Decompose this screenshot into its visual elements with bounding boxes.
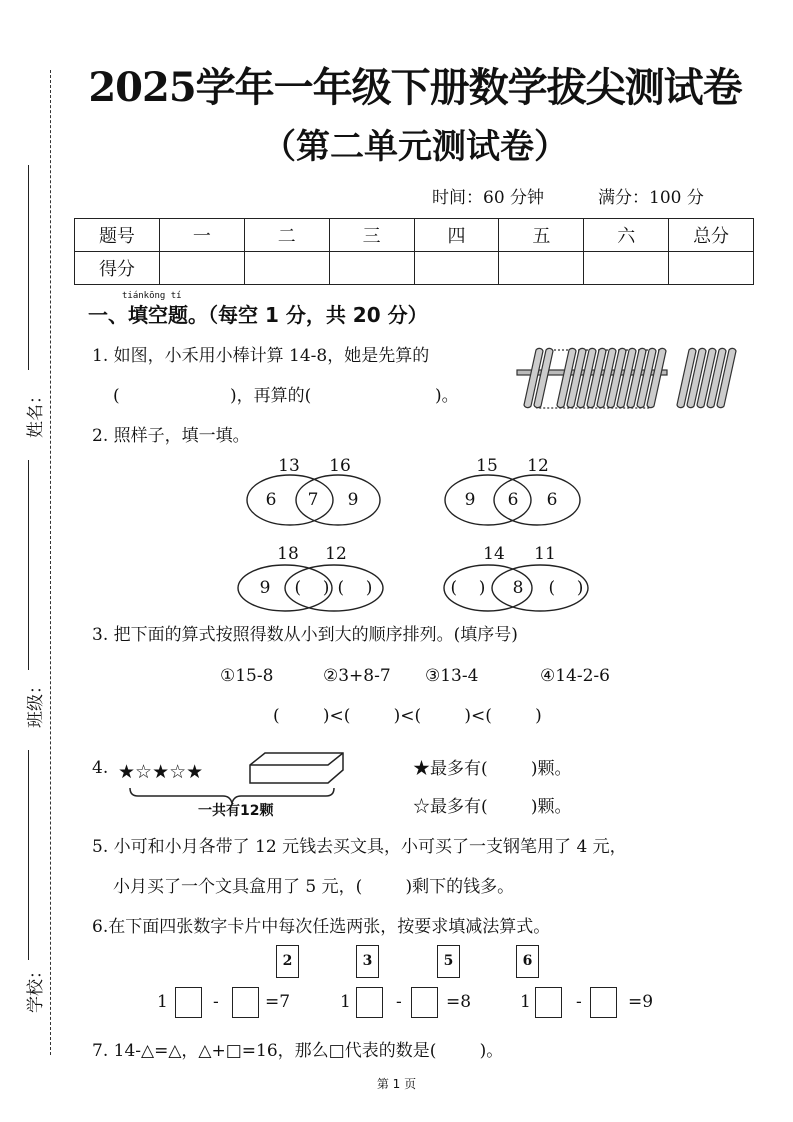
answer-box[interactable] (175, 987, 202, 1018)
q2-text: 2. 照样子，填一填。 (92, 426, 250, 446)
q3-text: 3. 把下面的算式按照得数从小到大的顺序排列。(填序号) (92, 625, 518, 645)
q3-option: ②3+8-7 (323, 666, 391, 686)
venn-left-value[interactable]: ( ) (450, 578, 486, 598)
q1-blank-close: )。 (435, 386, 459, 406)
venn-top-label: 12 (527, 456, 549, 476)
venn-top-label: 13 (278, 456, 300, 476)
q1-text: 1. 如图，小禾用小棒计算 14-8，她是先算的 (92, 346, 430, 366)
venn-top-label: 14 (483, 544, 505, 564)
venn-middle-value: 6 (507, 490, 519, 510)
answer-box[interactable] (232, 987, 259, 1018)
score-cell[interactable] (329, 252, 414, 285)
equation-result: =9 (628, 992, 654, 1012)
equation-result: =8 (446, 992, 472, 1012)
pinyin: tiánkōng tí (122, 291, 182, 301)
q3-option: ④14-2-6 (540, 666, 610, 686)
q4-line1: ★最多有( )颗。 (413, 759, 572, 779)
row-label: 得分 (75, 252, 160, 285)
venn-right-value: 9 (347, 490, 359, 510)
score-cell[interactable] (414, 252, 499, 285)
q4-stars: ★☆★☆★ (118, 761, 204, 783)
answer-box[interactable] (535, 987, 562, 1018)
q3-option: ③13-4 (425, 666, 479, 686)
q1-blank-mid: )，再算的( (230, 386, 312, 406)
section-heading: 一、填空题。（每空 1 分，共 20 分） (88, 303, 428, 327)
answer-box[interactable] (356, 987, 383, 1018)
equation-result: =7 (265, 992, 291, 1012)
venn-top-label: 15 (476, 456, 498, 476)
venn-right-value[interactable]: ( ) (548, 578, 584, 598)
q4-number: 4. (92, 758, 109, 778)
venn-top-label: 11 (534, 544, 556, 564)
q4-line2: ☆最多有( )颗。 (413, 797, 572, 817)
equation-prefix: 1 (340, 992, 351, 1012)
answer-box[interactable] (590, 987, 617, 1018)
venn-middle-value: 8 (512, 578, 524, 598)
q5-line1: 5. 小可和小月各带了 12 元钱去买文具，小可买了一支钢笔用了 4 元， (92, 837, 627, 857)
box-and-brace-image (125, 750, 350, 805)
answer-box[interactable] (411, 987, 438, 1018)
venn-middle-value: 7 (307, 490, 319, 510)
number-card: 3 (356, 945, 379, 978)
class-line (28, 460, 29, 670)
table-header-cell: 四 (414, 219, 499, 252)
table-header-cell: 五 (499, 219, 584, 252)
score-table (74, 218, 754, 285)
venn-middle-value[interactable]: ( ) (294, 578, 330, 598)
full-score: 满分：100 分 (598, 188, 704, 208)
q1-blank-1-open: ( (113, 386, 120, 406)
page-number: 第 1 页 (376, 1077, 417, 1091)
name-label: 姓名： (26, 387, 46, 438)
table-header-cell: 三 (329, 219, 414, 252)
table-row (75, 252, 754, 285)
venn-left-value: 9 (259, 578, 271, 598)
page-title: 2025学年一年级下册数学拔尖测试卷 (88, 64, 742, 111)
table-header-cell: 一 (159, 219, 244, 252)
venn-right-value: 6 (546, 490, 558, 510)
score-cell[interactable] (669, 252, 754, 285)
sticks-image (512, 342, 742, 412)
venn-top-label: 12 (325, 544, 347, 564)
number-card: 5 (437, 945, 460, 978)
equation-prefix: 1 (520, 992, 531, 1012)
score-cell[interactable] (499, 252, 584, 285)
score-cell[interactable] (159, 252, 244, 285)
school-line (28, 750, 29, 960)
q4-total: 一共有12颗 (198, 803, 274, 819)
name-line (28, 165, 29, 370)
venn-left-value: 6 (265, 490, 277, 510)
q5-line2: 小月买了一个文具盒用了 5 元，( )剩下的钱多。 (113, 877, 515, 897)
page-subtitle: （第二单元测试卷） (262, 127, 568, 167)
score-cell[interactable] (584, 252, 669, 285)
number-card: 6 (516, 945, 539, 978)
brace-icon (130, 788, 334, 803)
venn-top-label: 18 (277, 544, 299, 564)
equation-op: - (213, 992, 219, 1012)
venn-right-value[interactable]: ( ) (337, 578, 373, 598)
box-icon (250, 753, 343, 783)
q3-answer-blanks[interactable]: ( )<( )<( )<( ) (273, 706, 542, 726)
q7-text: 7. 14-△=△，△+□=16，那么□代表的数是( )。 (92, 1041, 504, 1061)
table-header-cell: 二 (244, 219, 329, 252)
class-label: 班级： (26, 677, 46, 728)
table-row (75, 219, 754, 252)
table-header-cell: 总分 (669, 219, 754, 252)
q6-text: 6.在下面四张数字卡片中每次任选两张，按要求填减法算式。 (92, 917, 551, 937)
venn-top-label: 16 (329, 456, 351, 476)
equation-op: - (576, 992, 582, 1012)
venn-left-value: 9 (464, 490, 476, 510)
equation-op: - (396, 992, 402, 1012)
table-header-cell: 六 (584, 219, 669, 252)
q3-option: ①15-8 (220, 666, 274, 686)
table-header-cell: 题号 (75, 219, 160, 252)
score-cell[interactable] (244, 252, 329, 285)
school-label: 学校： (26, 962, 46, 1013)
time-limit: 时间：60 分钟 (432, 188, 545, 208)
equation-prefix: 1 (157, 992, 168, 1012)
binding-dashed-line (50, 70, 51, 1055)
number-card: 2 (276, 945, 299, 978)
